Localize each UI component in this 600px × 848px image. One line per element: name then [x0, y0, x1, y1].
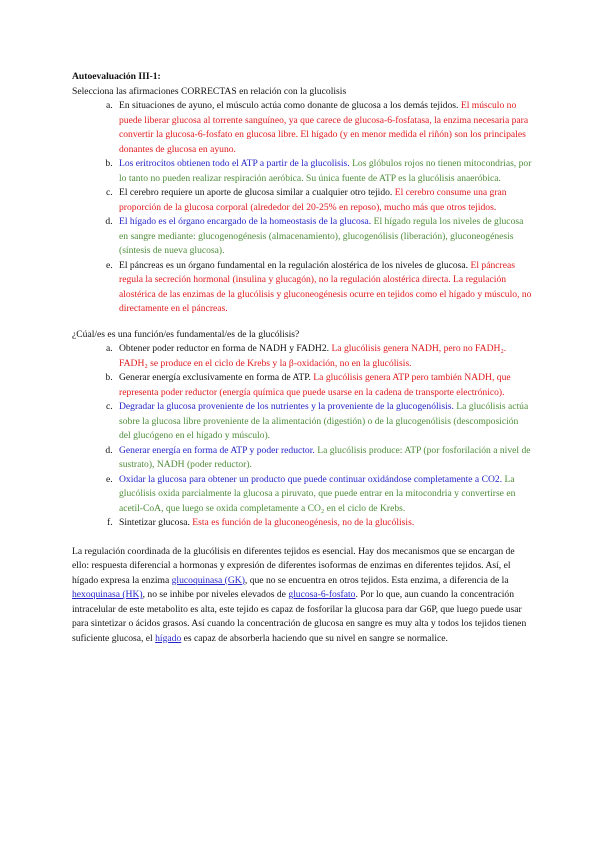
section2-statement-f: Sintetizar glucosa.	[119, 517, 190, 528]
paragraph-text-5: es capaz de absorberla haciendo que su nivel en sangre se normalice.	[181, 632, 448, 644]
section1-statement-c: El cerebro requiere un aporte de glucosa similar a cualquier otro tejido.	[119, 187, 393, 198]
section1-option-c	[115, 186, 532, 215]
section1-explanation-c: El cerebro consume una gran proporción de la glucosa corporal (alrededor del 20-25% en reposo), mucho más que otros tejidos.	[119, 187, 507, 213]
section2-option-f	[115, 516, 532, 531]
paragraph-text-2: , que no se encuentra en otros tejidos. Esta enzima, a diferencia de la	[244, 574, 509, 586]
section2-explanation-c: La glucólisis actúa sobre la glucosa libre proveniente de la alimentación (digestión) o de la glucogenólisis (descomposición del glucógeno en el hígado y músculo).	[119, 401, 529, 441]
section1-statement-d: El hígado es el órgano encargado de la homeostasis de la glucosa.	[119, 216, 372, 227]
paragraph-text-3: , no se inhibe por niveles elevados de	[142, 589, 289, 600]
section2-statement-a: Obtener poder reductor en forma de NADH y FADH2.	[119, 343, 330, 354]
section2-option-d	[115, 444, 532, 473]
section2-option-c	[115, 400, 532, 444]
section1-explanation-b: Los glóbulos rojos no tienen mitocondrias, por lo tanto no pueden realizar respiración aeróbica. Su única fuente de ATP es la glucólisis anaeróbica.	[119, 158, 532, 184]
section2-option-b	[115, 371, 532, 400]
paragraph-text-4: . Por lo que, aun cuando la concentración intracelular de este metabolito es alta, este tejido es capaz de fosforilar la glucosa para dar G6P, que luego puede usar para sintetizar o ácidos grasos. Así cuando la concentración de glucosa en sangre es muy alta y todos los tejidos tienen suficiente glucosa, el	[72, 589, 527, 644]
section1-list	[72, 99, 532, 317]
section1-explanation-a: El músculo no puede liberar glucosa al torrente sanguíneo, ya que carece de glucosa-6-fosfatasa, la enzima necesaria para convertir la glucosa-6-fosfato en glucosa libre. El hígado (y en menor medida el riñón) son los principales donantes de glucosa en ayuno.	[119, 100, 529, 155]
section2-option-e	[115, 473, 532, 517]
regulation-paragraph	[72, 545, 532, 647]
section2-option-a	[115, 342, 532, 371]
paragraph-text-1: La regulación coordinada de la glucólisis en diferentes tejidos es esencial. Hay dos mecanismos que se encargan de ello: respuesta diferencial a hormonas y expresión de diferentes isoformas de enzimas en diferentes tejidos. Así, el hígado expresa la enzima	[72, 545, 515, 586]
hexoquinasa-link[interactable]: hexoquinasa (HK)	[72, 589, 143, 600]
section1-title: Autoevaluación III-1:	[72, 71, 161, 82]
section1-explanation-d: El hígado regula los niveles de glucosa en sangre mediante: glucogenogénesis (almacenamiento), glucogenólisis (liberación), gluconeogénesis (síntesis de nueva glucosa).	[119, 216, 524, 256]
section2-explanation-e: La glucólisis oxida parcialmente la glucosa a piruvato, que puede entrar en la mitocondria y convertirse en acetil-CoA, que luego se oxida completamente a CO₂ en el ciclo de Krebs.	[119, 473, 516, 514]
glucoquinasa-link[interactable]: glucoquinasa (GK)	[171, 574, 245, 586]
section2-statement-c: Degradar la glucosa proveniente de los nutrientes y la proveniente de la glucogenólisis.	[119, 401, 454, 412]
higado-link[interactable]: hígado	[155, 632, 182, 644]
section1-option-d	[115, 215, 532, 259]
glucosa-6-fosfato-link[interactable]: glucosa-6-fosfato	[288, 589, 356, 600]
section2-statement-b: Generar energía exclusivamente en forma de ATP.	[119, 372, 311, 383]
section1-statement-a: En situaciones de ayuno, el músculo actúa como donante de glucosa a los demás tejidos.	[119, 100, 459, 111]
section2-statement-d: Generar energía en forma de ATP y poder reductor.	[119, 444, 315, 456]
section1-option-e	[115, 259, 532, 317]
section2-explanation-b: La glucólisis genera ATP pero también NADH, que representa poder reductor (energía química que puede usarse en la cadena de transporte electrónico).	[119, 372, 511, 398]
section2-explanation-d: La glucólisis produce: ATP (por fosforilación a nivel de sustrato), NADH (poder reductor).	[119, 444, 531, 470]
section1-explanation-e: El páncreas regula la secreción hormonal (insulina y glucagón), no la regulación alostérica directa. La regulación alostérica de las enzimas de la glucólisis y gluconeogénesis ocurre en tejidos como el hígado y músculo, no directamente en el páncreas.	[119, 259, 532, 314]
section1-option-b	[115, 157, 532, 186]
document-page	[72, 70, 532, 656]
section2-explanation-f: Esta es función de la gluconeogénesis, no de la glucólisis.	[192, 517, 415, 528]
section1-statement-e: El páncreas es un órgano fundamental en la regulación alostérica de los niveles de glucosa.	[119, 259, 469, 271]
section2-statement-e: Oxidar la glucosa para obtener un producto que puede continuar oxidándose completamente a CO2.	[119, 473, 503, 485]
section2-question: ¿Cúal/es es una función/es fundamental/es de la glucólisis?	[72, 328, 300, 340]
section2-explanation-a: La glucólisis genera NADH, pero no FADH₂. FADH₂ se produce en el ciclo de Krebs y la β-oxidación, no en la glucólisis.	[119, 343, 507, 369]
section2-list	[72, 342, 532, 531]
section1-statement-b: Los eritrocitos obtienen todo el ATP a partir de la glucolisis.	[119, 158, 350, 169]
section1-option-a	[115, 99, 532, 157]
section1-question: Selecciona las afirmaciones CORRECTAS en relación con la glucolisis	[72, 85, 347, 97]
